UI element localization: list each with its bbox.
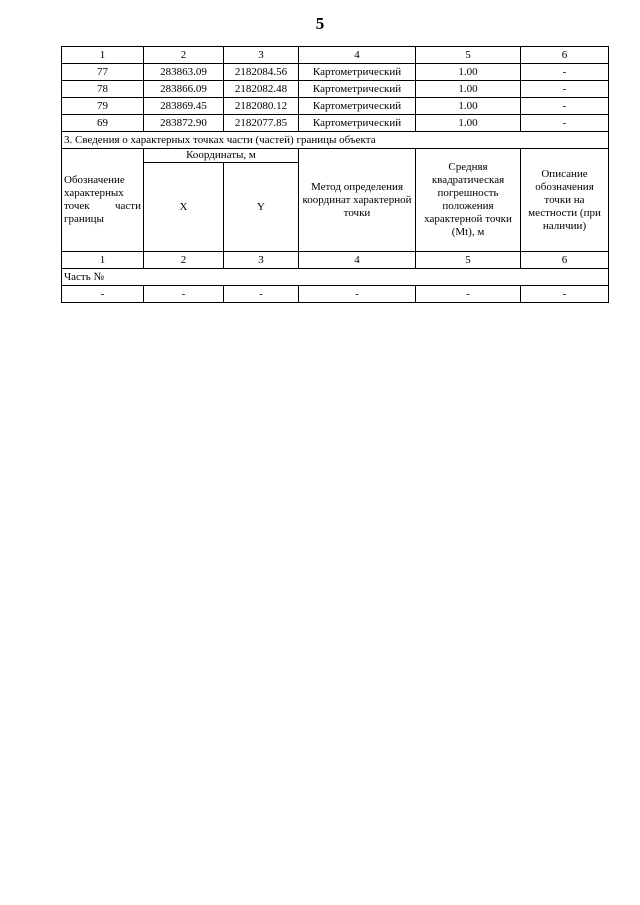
header-cell: 1 (62, 47, 144, 64)
description: - (521, 115, 609, 132)
coord-y: 2182082.48 (224, 81, 299, 98)
part-label-row (62, 269, 609, 286)
table-header-row (62, 47, 609, 64)
coord-y: 2182084.56 (224, 64, 299, 81)
error-header: Средняя квадратическая погрешность положения характерной точки (Mt), м (416, 149, 521, 252)
table-row (62, 64, 609, 81)
header-cell: 6 (521, 47, 609, 64)
coord-y: 2182080.12 (224, 98, 299, 115)
coord-x: 283869.45 (144, 98, 224, 115)
column-number: 5 (416, 252, 521, 269)
section-header-row (62, 149, 609, 163)
section-title: 3. Сведения о характерных точках части (частей) границы объекта (62, 132, 609, 149)
error: 1.00 (416, 64, 521, 81)
coord-y: 2182077.85 (224, 115, 299, 132)
method: Картометрический (299, 98, 416, 115)
empty-cell: - (521, 286, 609, 303)
header-cell: 5 (416, 47, 521, 64)
table-row (62, 115, 609, 132)
empty-cell: - (416, 286, 521, 303)
empty-cell: - (144, 286, 224, 303)
empty-cell: - (299, 286, 416, 303)
y-header: Y (224, 163, 299, 252)
description: - (521, 81, 609, 98)
method: Картометрический (299, 81, 416, 98)
method: Картометрический (299, 115, 416, 132)
section-title-row (62, 132, 609, 149)
point-designation-header: Обозначение характерных точек части границы (62, 149, 144, 252)
table-row (62, 98, 609, 115)
x-header: X (144, 163, 224, 252)
description: - (521, 64, 609, 81)
page-number: 5 (315, 14, 325, 33)
point-id: 79 (62, 98, 144, 115)
error: 1.00 (416, 81, 521, 98)
point-id: 77 (62, 64, 144, 81)
coord-x: 283866.09 (144, 81, 224, 98)
coordinates-header: Координаты, м (144, 149, 299, 163)
part-label: Часть № (62, 269, 609, 286)
column-number: 1 (62, 252, 144, 269)
empty-cell: - (62, 286, 144, 303)
description-header: Описание обозначения точки на местности (при наличии) (521, 149, 609, 252)
coord-x: 283863.09 (144, 64, 224, 81)
header-cell: 3 (224, 47, 299, 64)
header-cell: 4 (299, 47, 416, 64)
method: Картометрический (299, 64, 416, 81)
method-header: Метод определения координат характерной точки (299, 149, 416, 252)
table-row (62, 81, 609, 98)
error: 1.00 (416, 98, 521, 115)
empty-cell: - (224, 286, 299, 303)
column-numbers-row (62, 252, 609, 269)
header-cell: 2 (144, 47, 224, 64)
description: - (521, 98, 609, 115)
column-number: 2 (144, 252, 224, 269)
column-number: 4 (299, 252, 416, 269)
table-row (62, 286, 609, 303)
column-number: 6 (521, 252, 609, 269)
column-number: 3 (224, 252, 299, 269)
point-id: 69 (62, 115, 144, 132)
error: 1.00 (416, 115, 521, 132)
coord-x: 283872.90 (144, 115, 224, 132)
point-id: 78 (62, 81, 144, 98)
boundary-points-table (61, 46, 609, 303)
